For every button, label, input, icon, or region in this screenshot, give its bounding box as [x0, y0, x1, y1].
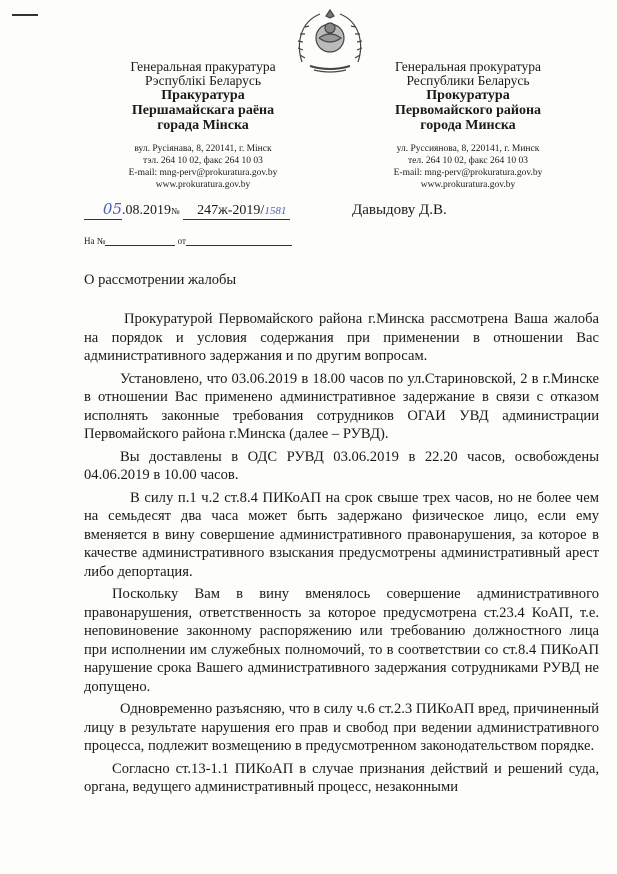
header-belarusian [88, 60, 318, 191]
letter-body [84, 310, 599, 801]
email: E-mail: mng-perv@prokuratura.gov.by [393, 168, 543, 178]
corner-mark [12, 14, 38, 16]
subject-line: О рассмотрении жалобы [84, 272, 237, 288]
office-name-line1: Пракуратура [161, 88, 245, 103]
office-name-line2: Першамайскага раёна [131, 103, 275, 118]
website: www.prokuratura.gov.by [420, 180, 516, 190]
number-sign: № [171, 206, 180, 216]
addressee: Давыдову Д.В. [352, 202, 447, 218]
phones: тел. 264 10 02, факс 264 10 03 [408, 156, 528, 166]
registration-line [84, 200, 290, 220]
org-name-line1: Генеральная прокуратура [395, 59, 541, 74]
paragraph: Поскольку Вам в вину вменялось совершение административного правонарушения, ответственность за которое предусмотрена ст.23.4 КоАП, т.е. неповиновение законному распоряжению или требованию должностного лица при исполнении им служебных полномочий, то в соответствии со ст.8.4 ПИКоАП нарушение срока Вашего административного задержания сотрудниками РУВД не допущено. [84, 586, 599, 695]
paragraph: Прокуратурой Первомайского района г.Минска рассмотрена Ваша жалоба на порядок и условия содержания при применении в отношении Вас административного задержания и по другим вопросам. [84, 311, 599, 364]
paragraph: Одновременно разъясняю, что в силу ч.6 ст.2.3 ПИКоАП вред, причиненный лицу в результате нарушения его прав и свобод при ведении административного процесса, подлежит возмещению в предусмотренном законодательством порядке. [84, 701, 599, 754]
email: E-mail: mng-perv@prokuratura.gov.by [128, 168, 278, 178]
office-name-line3: города Минска [420, 118, 516, 133]
address: ул. Руссиянова, 8, 220141, г. Минск [396, 144, 540, 154]
outgoing-number: 247ж-2019/1581 [183, 203, 290, 220]
org-name-line1: Генеральная пракуратура [130, 59, 276, 74]
phones: тэл. 264 10 02, факс 264 10 03 [143, 156, 263, 166]
header-russian [348, 60, 588, 191]
website: www.prokuratura.gov.by [155, 180, 251, 190]
paragraph: Установлено, что 03.06.2019 в 18.00 часов по ул.Стариновской, 2 в г.Минске в отношении Вас применено административное задержание в связи с отказом исполнять законные требования сотрудников ОГАИ УВД администрации Первомайского района г.Минска (далее – РУВД). [84, 370, 599, 442]
paragraph: Согласно ст.13-1.1 ПИКоАП в случае признания действий и решений суда, органа, ведущего административный процесс, незаконными [84, 760, 599, 795]
org-name-line2: Республики Беларусь [406, 73, 530, 88]
paragraph: Вы доставлены в ОДС РУВД 03.06.2019 в 22.20 часов, освобождены 04.06.2019 в 10.00 часов. [84, 448, 599, 483]
from-label: от [177, 236, 186, 246]
office-name-line1: Прокуратура [426, 88, 510, 103]
office-name-line3: горада Мінска [157, 118, 249, 133]
date-rest: .08.2019 [122, 203, 171, 218]
org-name-line2: Рэспублікі Беларусь [144, 73, 262, 88]
date-day: 05 [84, 200, 122, 220]
office-name-line2: Первомайского района [394, 103, 542, 118]
address: вул. Русіянава, 8, 220141, г. Мінск [134, 144, 272, 154]
reply-to-label: На № [84, 236, 106, 246]
reply-to-line [84, 236, 292, 246]
paragraph: В силу п.1 ч.2 ст.8.4 ПИКоАП на срок свыше трех часов, но не более чем на семьдесят два часа может быть задержано физическое лицо, если ему вменяется в вину совершение административного правонарушения, за которое в качестве административного взыскания предусмотрены административный арест либо депортация. [84, 489, 599, 580]
